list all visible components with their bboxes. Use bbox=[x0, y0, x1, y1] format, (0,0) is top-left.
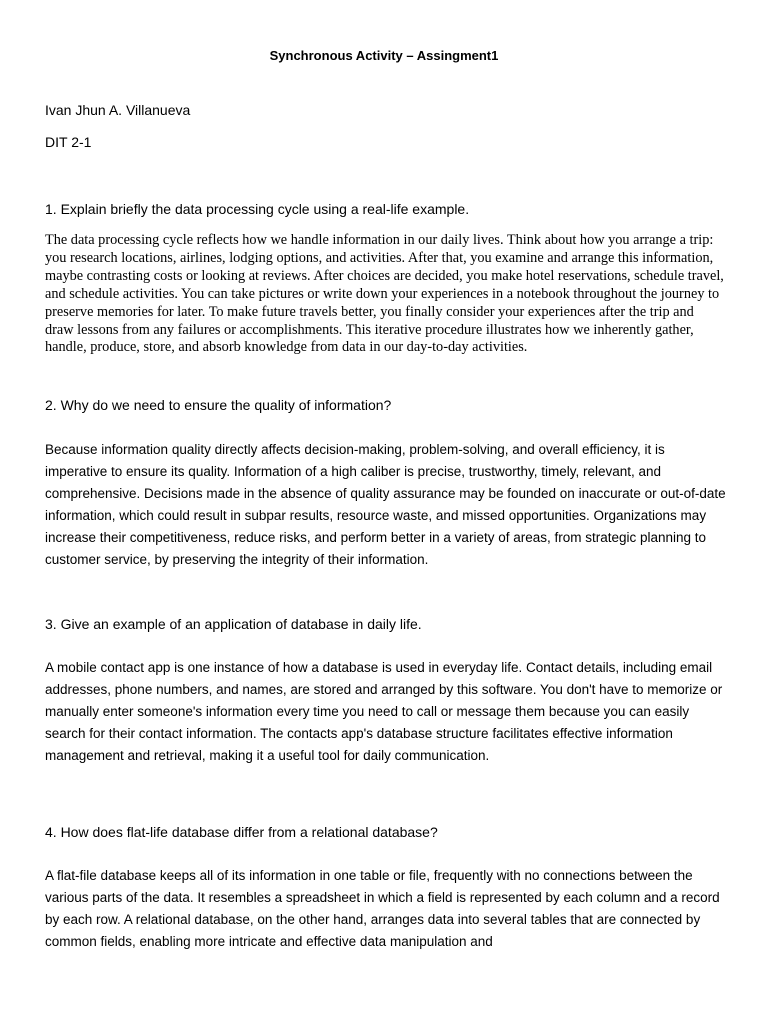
class-section: DIT 2-1 bbox=[45, 134, 92, 150]
answer-4: A flat-file database keeps all of its information in one table or file, frequently with no connections between the various parts of the data. It resembles a spreadsheet in which a field is represented by each column and a record by each row. A relational database, on the other hand, arranges data into several tables that are connected by common fields, enabling more intricate and effective data manipulation and bbox=[45, 868, 720, 949]
question-1: 1. Explain briefly the data processing cycle using a real-life example. bbox=[45, 201, 470, 217]
answer-3: A mobile contact app is one instance of how a database is used in everyday life. Contact details, including email addresses, phone numbers, and names, are stored and arranged by this software. You don't have to memorize or manually enter someone's information every time you need to call or message them because you can easily search for their contact information. The contacts app's database structure facilitates effective information management and retrieval, making it a useful tool for daily communication. bbox=[45, 660, 723, 763]
document-title: Synchronous Activity – Assingment1 bbox=[269, 48, 499, 63]
answer-2: Because information quality directly affects decision-making, problem-solving, and overall efficiency, it is imperative to ensure its quality. Information of a high caliber is precise, trustworthy, timely, relevant, and comprehensive. Decisions made in the absence of quality assurance may be founded on inaccurate or out-of-date information, which could result in subpar results, resource waste, and missed opportunities. Organizations may increase their competitiveness, reduce risks, and perform better in a variety of areas, from strategic planning to customer service, by preserving the integrity of their information. bbox=[45, 442, 726, 567]
question-4: 4. How does flat-life database differ from a relational database? bbox=[45, 824, 438, 840]
author-name: Ivan Jhun A. Villanueva bbox=[45, 102, 191, 118]
question-3: 3. Give an example of an application of database in daily life. bbox=[45, 616, 422, 632]
answer-1: The data processing cycle reflects how we handle information in our daily lives. Think about how you arrange a trip: you research locations, airlines, lodging options, and activities. After that, you examine and arrange this information, maybe contrasting costs or looking at reviews. After choices are decided, you make hotel reservations, schedule travel, and schedule activities. You can take pictures or write down your experiences in a notebook throughout the journey to preserve memories for later. To make future travels better, you finally consider your experiences after the trip and draw lessons from any failures or accomplishments. This iterative procedure illustrates how we inherently gather, handle, produce, store, and absorb knowledge from data in our day-to-day activities. bbox=[45, 232, 724, 356]
question-2: 2. Why do we need to ensure the quality of information? bbox=[45, 397, 392, 413]
